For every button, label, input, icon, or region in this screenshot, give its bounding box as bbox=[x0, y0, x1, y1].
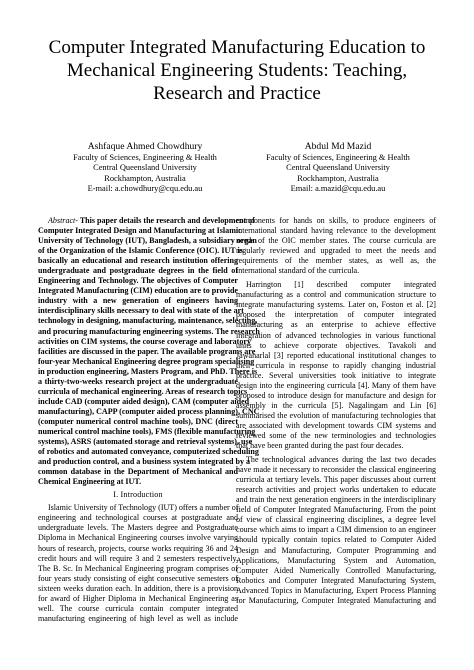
text-line: field of Computer Integrated Manufacturing. From the point bbox=[236, 505, 436, 515]
text-line: manufacturing as an enterprise to achieve effective bbox=[236, 320, 436, 330]
text-line: Chemical Engineering at IUT. bbox=[38, 477, 142, 487]
author-block-1 bbox=[40, 141, 250, 195]
text-line: proposed the interpretation of computer integrated bbox=[236, 310, 436, 320]
text-line: manufacturing engineering of high level as well as include bbox=[38, 613, 238, 623]
author-university: Central Queensland University bbox=[286, 163, 390, 173]
text-line: their curricula in response to rapidly changing industrial bbox=[236, 360, 436, 370]
title-line: Computer Integrated Manufacturing Education to bbox=[48, 37, 426, 58]
paragraph bbox=[236, 455, 436, 606]
text-line: sixteen weeks duration each. In addition, there is a provision bbox=[38, 583, 238, 593]
text-line: Islamic University of Technology (IUT) offers a number of bbox=[48, 503, 239, 513]
text-line: Applications, Manufacturing System and Automation, bbox=[236, 555, 436, 565]
text-line: practice. Several universities took initiative to integrate bbox=[236, 370, 436, 380]
left-column bbox=[38, 216, 260, 624]
text-line: regularly reviewed and upgraded to meet the needs and bbox=[236, 246, 436, 256]
text-line: activities on CIM systems, the course coverage and laboratory bbox=[38, 336, 251, 346]
text-line: numerical control machine tools), FMS (flexible manufacturing bbox=[38, 426, 256, 436]
text-line: well. The course curricula contain computer integrated bbox=[38, 603, 238, 613]
text-line: and production control, and a business system integrated by a bbox=[38, 457, 251, 467]
text-line: engineering and technological courses at postgraduate and bbox=[38, 513, 238, 523]
text-line: have made it necessary to reconsider the classical engineering bbox=[236, 465, 436, 475]
text-line: manufacturing), CAPP (computer aided process planning), CNC bbox=[38, 406, 260, 416]
text-line: The B. Sc. In Mechanical Engineering program comprises of bbox=[38, 563, 238, 573]
text-line: of view of classical engineering disciplines, a degree level bbox=[236, 515, 436, 525]
text-line: units to achieve corporate objectives. Tavakoli and bbox=[236, 340, 436, 350]
title-line: Mechanical Engineering Students: Teaching, bbox=[66, 60, 408, 81]
text-line: undergraduate and postgraduate degrees in the field of bbox=[38, 266, 238, 276]
text-line: assembly in the curricula [5]. Nagalingam and Lin [6] bbox=[236, 400, 436, 410]
text-line: of robotics and automated conveyance, computerized scheduling bbox=[38, 447, 259, 457]
text-line: and procuring manufacturing engineering systems. The research bbox=[38, 326, 260, 336]
text-line: in production engineering, Masters Program, and PhD. There is bbox=[38, 366, 258, 376]
text-line: Advanced Topics in Manufacturing, Expert Process Planning bbox=[236, 585, 436, 595]
paper-title bbox=[20, 36, 454, 105]
text-line: Jawaharlal [3] reported educational institutional changes to bbox=[236, 350, 436, 360]
paragraph bbox=[236, 280, 436, 451]
text-line: summarised the evolution of manufacturing technologies that bbox=[236, 410, 436, 420]
text-line: basically an educational and research institution offering bbox=[38, 256, 238, 266]
text-line: design into the engineering curricula [4]. Many of them have bbox=[236, 380, 436, 390]
text-line: common database in the Department of Mechanical and bbox=[38, 467, 238, 477]
right-column bbox=[236, 216, 436, 606]
text-line: The technological advances during the last two decades bbox=[246, 455, 436, 465]
text-line: (computer numerical control machine tools), DNC (direct bbox=[38, 416, 238, 426]
title-line: Research and Practice bbox=[153, 83, 321, 104]
text-line: integrate manufacturing systems. Later on, Foston et al. [2] bbox=[236, 300, 436, 310]
author-block-2 bbox=[233, 141, 443, 195]
text-line: manufacturing as a control and communication structure to bbox=[236, 290, 436, 300]
text-line: needs of the OIC member states. The course curricula are bbox=[236, 236, 436, 246]
text-line: interdisciplinary skills necessary to deal with state of the art bbox=[38, 306, 244, 316]
text-line: credit hours and will require 3 and 2 semesters respectively. bbox=[38, 553, 238, 563]
text-line: facilities are discussed in the paper. The available programs are bbox=[38, 346, 256, 356]
text-line: components for hands on skills, to produce engineers of bbox=[236, 216, 436, 225]
text-line: for award of Higher Diploma in Mechanical Engineering as bbox=[38, 593, 238, 603]
text-line: curricula at tertiary levels. This paper discusses about current bbox=[236, 475, 436, 485]
text-line: Engineering and Technology. The objectives of Computer bbox=[38, 276, 238, 286]
introduction-text bbox=[38, 503, 238, 624]
text-line: for Manufacturing, Computer Integrated Manufacturing and bbox=[236, 595, 436, 605]
text-line: Integrated Manufacturing (CIM) education are to provide bbox=[38, 286, 238, 296]
text-line: industry with a new generation of engineers having bbox=[38, 296, 238, 306]
text-line: requirements of the member states, as well as, the bbox=[236, 256, 436, 266]
text-line: undergraduate levels. The Masters degree and Postgraduate bbox=[38, 523, 238, 533]
text-line: proposed to introduce design for manufacture and design for bbox=[236, 390, 436, 400]
author-email: Email: a.mazid@cqu.edu.au bbox=[290, 184, 386, 194]
text-line: integration of advanced technologies in various functional bbox=[236, 330, 436, 340]
text-line: four years study consisting of eight consecutive semesters of bbox=[38, 573, 238, 583]
author-city: Rockhampton, Australia bbox=[104, 173, 186, 183]
author-department: Faculty of Sciences, Engineering & Health bbox=[73, 153, 217, 162]
text-line: Computer Aided Numerically Controlled Manufacturing, bbox=[236, 565, 436, 575]
author-university: Central Queensland University bbox=[93, 163, 197, 173]
text-line: and train the next generation engineers in the interdisciplinary bbox=[236, 495, 436, 505]
section-heading-introduction: I. Introduction bbox=[113, 490, 163, 500]
author-email: E-mail: a.chowdhury@cqu.edu.au bbox=[87, 184, 203, 194]
text-line: international standard having relevance to the development bbox=[236, 226, 436, 236]
text-line: Harrington [1] described computer integrated bbox=[246, 280, 436, 290]
text-line: are associated with development towards CIM systems and bbox=[236, 420, 436, 430]
text-line: Robotics and Computer Integrated Manufacturing System, bbox=[236, 575, 436, 585]
text-line: should typically contain topics related to Computer Aided bbox=[236, 535, 436, 545]
text-line: systems), ASRS (automated storage and retrieval systems), use bbox=[38, 437, 253, 447]
abstract bbox=[38, 216, 260, 487]
text-line: include CAD (computer aided design), CAM (computer aided bbox=[38, 396, 250, 406]
text-line: Diploma in Mechanical Engineering courses involve varying bbox=[38, 533, 238, 543]
text-line: that have been granted during the past four decades. bbox=[236, 441, 404, 451]
text-line: reviewed some of the new terminologies and technologies bbox=[236, 430, 436, 440]
paragraph bbox=[236, 216, 436, 276]
author-city: Rockhampton, Australia bbox=[297, 173, 379, 183]
text-line: hours of research, projects, course works requiring 36 and 24 bbox=[38, 543, 238, 553]
author-name: Ashfaque Ahmed Chowdhury bbox=[87, 141, 203, 152]
text-line: Abstract- This paper details the research and development of bbox=[48, 216, 255, 225]
text-line: technology in designing, manufacturing, maintenance, selecting, bbox=[38, 316, 258, 326]
text-line: University of Technology (IUT), Bangladesh, a subsidiary organ bbox=[38, 236, 257, 246]
author-department: Faculty of Sciences, Engineering & Health bbox=[266, 153, 410, 162]
text-line: curricula of mechanical engineering. Areas of research topics bbox=[38, 386, 248, 396]
text-line: four-year Mechanical Engineering degree program specialising bbox=[38, 356, 255, 366]
text-line: of the Organization of the Islamic Conference (OIC). IUT is bbox=[38, 246, 243, 256]
author-name: Abdul Md Mazid bbox=[304, 141, 372, 152]
text-line: course which aims to impart a CIM dimension to an engineer bbox=[236, 525, 436, 535]
text-line: Design and Manufacturing, Computer Programming and bbox=[236, 545, 436, 555]
text-line: Computer Integrated Design and Manufacturing at Islamic bbox=[38, 226, 242, 236]
abstract-label: Abstract- bbox=[48, 216, 78, 225]
text-line: international standard of the curricula. bbox=[236, 266, 360, 276]
text-line: a thirty-two-weeks research project at the undergraduate bbox=[38, 376, 238, 386]
text-line: research activities and project works undertaken to educate bbox=[236, 485, 436, 495]
